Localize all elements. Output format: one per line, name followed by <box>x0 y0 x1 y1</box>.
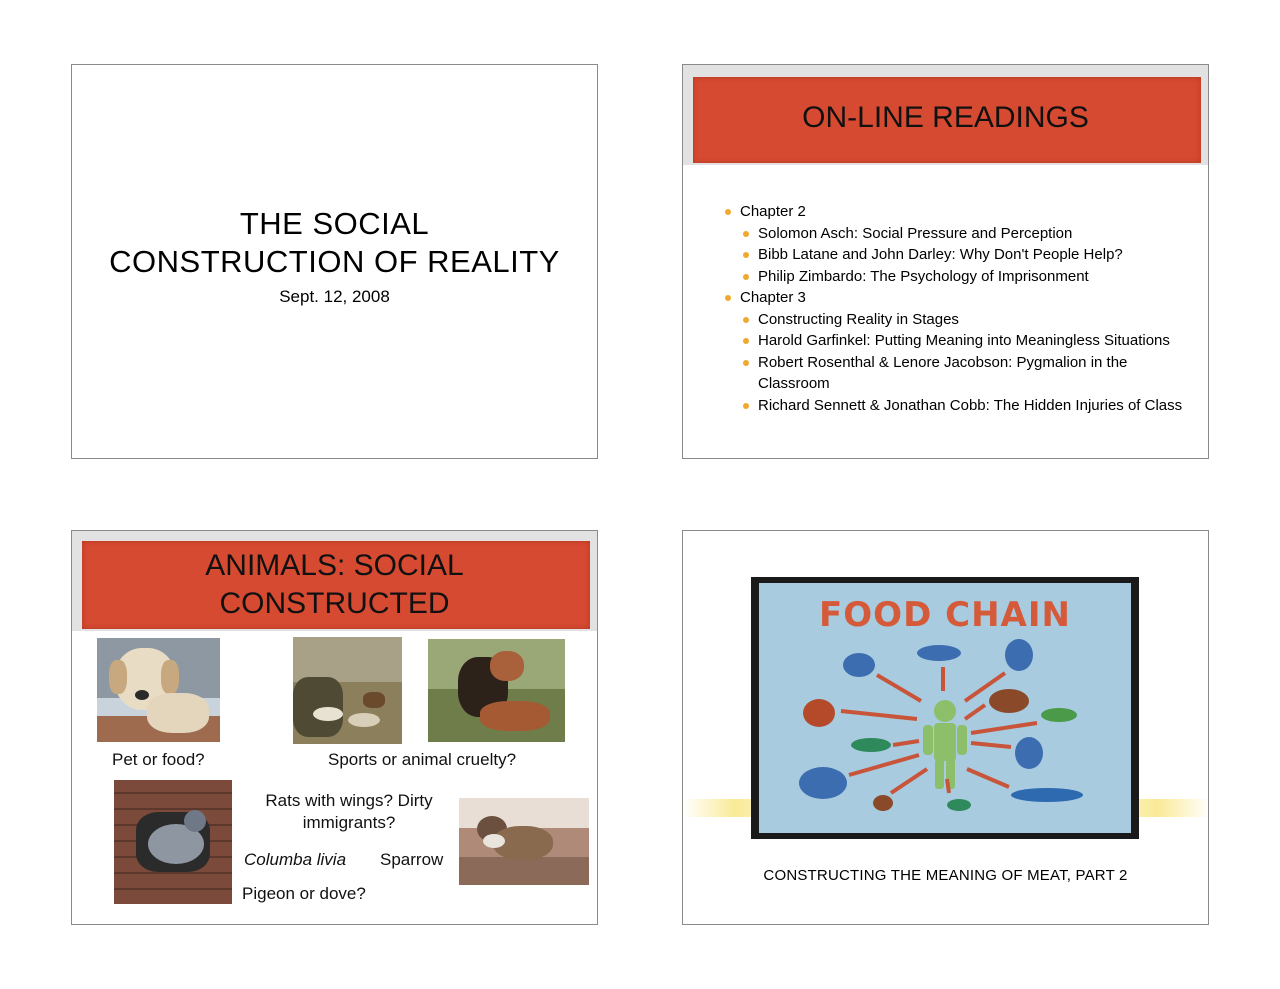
caption-sports: Sports or animal cruelty? <box>328 750 517 769</box>
slide-online-readings <box>682 64 1209 459</box>
animals-heading <box>72 547 597 623</box>
animals-heading-line-1: ANIMALS: SOCIAL <box>205 549 464 582</box>
readings-list <box>723 201 1193 416</box>
food-chain-board <box>759 583 1131 833</box>
caption-columba-livia: Columba livia <box>244 850 347 869</box>
reading-item: Bibb Latane and John Darley: Why Don't People Help? <box>723 244 1193 266</box>
food-chain-caption: CONSTRUCTING THE MEANING OF MEAT, PART 2 <box>763 867 1128 884</box>
caption-pet-or-food: Pet or food? <box>112 750 205 769</box>
food-chain-image <box>751 577 1139 839</box>
caption-rats-with-wings <box>264 790 434 834</box>
slide-title <box>71 64 598 459</box>
caption-sparrow: Sparrow <box>380 850 444 869</box>
reading-item: Robert Rosenthal & Lenore Jacobson: Pygmalion in the Classroom <box>723 352 1193 395</box>
hunting-painting <box>293 637 402 744</box>
puppy-photo <box>97 638 220 742</box>
food-chain-board-title: FOOD CHAIN <box>819 595 1071 635</box>
reading-item: Philip Zimbardo: The Psychology of Imprisonment <box>723 266 1193 288</box>
caption-rats-line-1: Rats with wings? Dirty <box>265 791 433 810</box>
slide-title-heading <box>72 205 597 281</box>
slide-date: Sept. 12, 2008 <box>279 287 390 306</box>
slide-food-chain <box>682 530 1209 925</box>
dogs-photo <box>428 639 565 742</box>
reading-item: Solomon Asch: Social Pressure and Perception <box>723 223 1193 245</box>
chapter-item: Chapter 2 <box>723 201 1193 223</box>
title-line-2: CONSTRUCTION OF REALITY <box>109 244 560 279</box>
reading-item: Richard Sennett & Jonathan Cobb: The Hidden Injuries of Class <box>723 395 1193 417</box>
sparrow-photo <box>459 798 589 885</box>
title-line-1: THE SOCIAL <box>239 206 430 241</box>
slide-animals <box>71 530 598 925</box>
reading-item: Constructing Reality in Stages <box>723 309 1193 331</box>
readings-heading: ON-LINE READINGS <box>802 101 1089 134</box>
animals-heading-line-2: CONSTRUCTED <box>219 587 450 620</box>
pigeon-photo <box>114 780 232 904</box>
human-figure-icon <box>923 700 967 789</box>
chapter-item: Chapter 3 <box>723 287 1193 309</box>
reading-item: Harold Garfinkel: Putting Meaning into Meaningless Situations <box>723 330 1193 352</box>
food-chain-illustration <box>759 583 1131 833</box>
caption-rats-line-2: immigrants? <box>302 813 396 832</box>
caption-pigeon-or-dove: Pigeon or dove? <box>242 884 366 903</box>
